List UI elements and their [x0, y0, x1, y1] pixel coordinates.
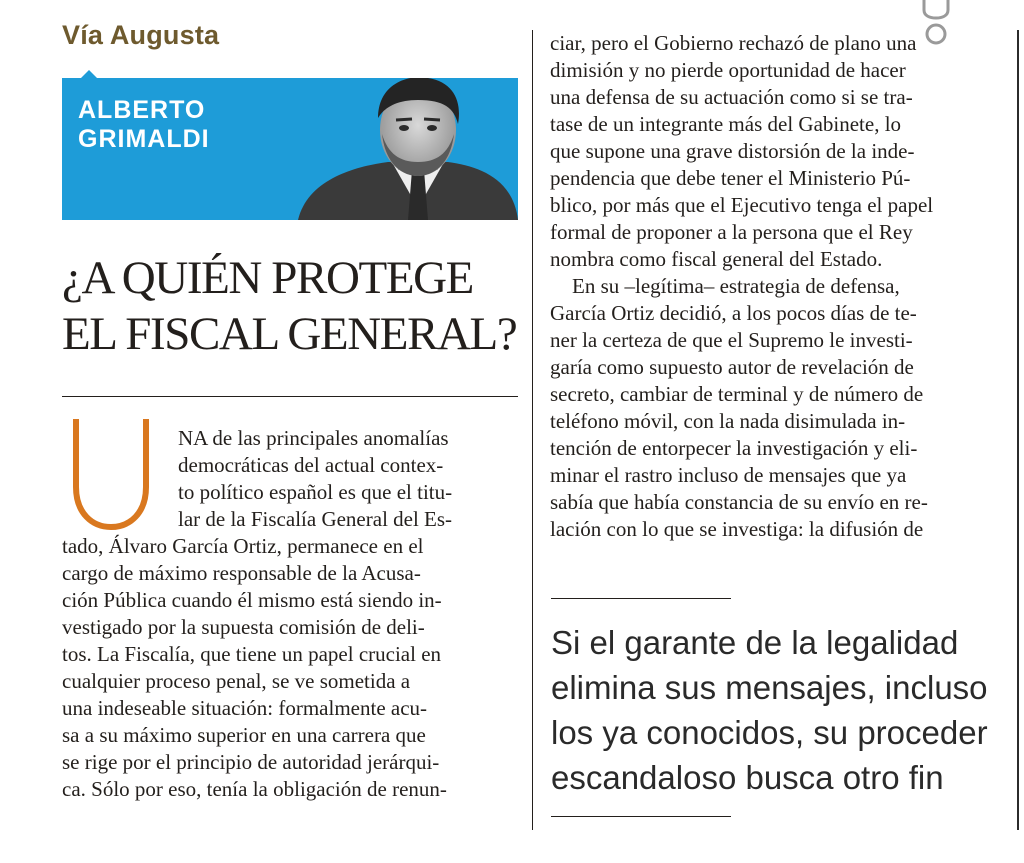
right-column-body: [550, 30, 1010, 543]
text-line: ner la certeza de que el Supremo le investi-: [550, 328, 913, 352]
page-edge-rule: [1017, 30, 1019, 830]
text-line: tos. La Fiscalía, que tiene un papel crucial en: [62, 642, 442, 666]
text-line: una indeseable situación: formalmente acu-: [62, 696, 428, 720]
section-label: Vía Augusta: [62, 20, 220, 50]
text-line: teléfono móvil, con la nada disimulada in-: [550, 409, 906, 433]
text-line: garía como supuesto autor de revelación de: [550, 355, 914, 379]
author-first-name: ALBERTO: [78, 96, 206, 124]
logo-fragment-icon: [918, 0, 954, 48]
text-line: to político español es que el titu-: [178, 480, 453, 504]
text-line: tención de entorpecer la investigación y eli-: [550, 436, 918, 460]
text-line: se rige por el principio de autoridad jerárqui-: [62, 750, 440, 774]
text-line: dimisión y no pierde oportunidad de hacer: [550, 58, 906, 82]
pull-quote-rule-top: [551, 598, 731, 599]
text-line: ción Pública cuando él mismo está siendo in-: [62, 588, 442, 612]
text-line: nombra como fiscal general del Estado.: [550, 247, 883, 271]
text-line: que supone una grave distorsión de la inde-: [550, 139, 915, 163]
author-box: [62, 78, 518, 220]
author-name: [78, 96, 210, 154]
text-line: NA de las principales anomalías: [178, 426, 449, 450]
pull-quote: [551, 620, 1011, 800]
pull-quote-rule-bottom: [551, 816, 731, 817]
text-line: tado, Álvaro García Ortiz, permanece en el: [62, 534, 424, 558]
text-line: minar el rastro incluso de mensajes que ya: [550, 463, 907, 487]
left-column-indented: [178, 425, 520, 533]
text-line: García Ortiz decidió, a los pocos días de te-: [550, 301, 917, 325]
pull-quote-line: Si el garante de la legalidad: [551, 624, 959, 661]
text-line: cargo de máximo responsable de la Acusa-: [62, 561, 421, 585]
dropcap-letter: [66, 415, 156, 533]
text-line: democráticas del actual contex-: [178, 453, 444, 477]
text-line: lación con lo que se investiga: la difusión de: [550, 517, 924, 541]
text-line: ciar, pero el Gobierno rechazó de plano una: [550, 31, 917, 55]
headline-line: ¿A QUIÉN PROTEGE: [62, 252, 473, 304]
headline-line: EL FISCAL GENERAL?: [62, 308, 517, 360]
column-divider: [532, 30, 533, 830]
text-line: ca. Sólo por eso, tenía la obligación de renun-: [62, 777, 447, 801]
left-column-body: [62, 533, 520, 803]
text-line: lar de la Fiscalía General del Es-: [178, 507, 453, 531]
pull-quote-line: escandaloso busca otro fin: [551, 759, 944, 796]
text-line: En su –legítima– estrategia de defensa,: [572, 274, 900, 298]
text-line: cualquier proceso penal, se ve sometida a: [62, 669, 411, 693]
author-portrait: [278, 78, 518, 220]
text-line: formal de proponer a la persona que el Rey: [550, 220, 913, 244]
headline-rule: [62, 396, 518, 397]
text-line: pendencia que debe tener el Ministerio Pú-: [550, 166, 911, 190]
text-line: blico, por más que el Ejecutivo tenga el papel: [550, 193, 934, 217]
pull-quote-line: elimina sus mensajes, incluso: [551, 669, 988, 706]
pull-quote-line: los ya conocidos, su proceder: [551, 714, 988, 751]
text-line: sabía que había constancia de su envío en re-: [550, 490, 928, 514]
text-line: tase de un integrante más del Gabinete, lo: [550, 112, 902, 136]
author-last-name: GRIMALDI: [78, 125, 210, 153]
text-line: una defensa de su actuación como si se tra-: [550, 85, 913, 109]
text-line: vestigado por la supuesta comisión de deli-: [62, 615, 425, 639]
headline: [62, 250, 522, 362]
text-line: secreto, cambiar de terminal y de número de: [550, 382, 924, 406]
text-line: sa a su máximo superior en una carrera que: [62, 723, 426, 747]
